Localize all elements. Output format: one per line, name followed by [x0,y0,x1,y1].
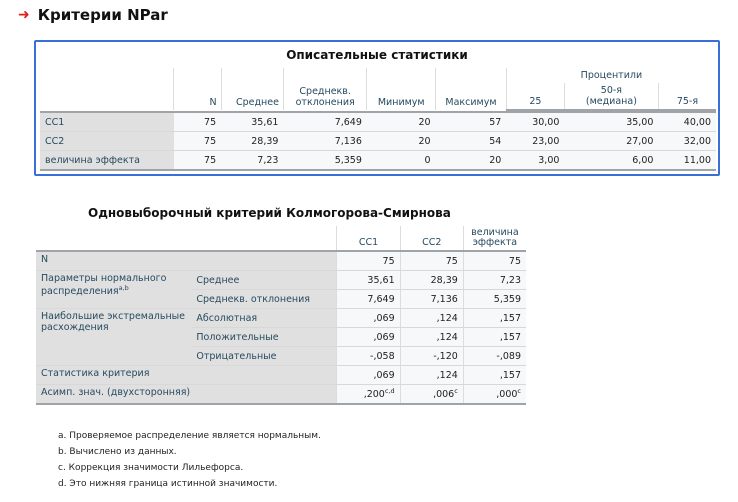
col-effect: величина эффекта [463,226,526,251]
col-min: Минимум [367,68,436,110]
footnote-c: c. Коррекция значимости Лильефорса. [58,463,244,473]
footnote-b: b. Вычислено из данных. [58,447,177,457]
table-row: Статистика критерия ,069 ,124 ,157 [36,366,526,385]
col-stddev: Среднекв. отклонения [283,68,366,110]
ks-test-table [36,226,526,405]
section-title: Критерии NPar [37,6,168,24]
table-row: CC1 75 35,61 7,649 20 57 30,00 35,00 40,00 [40,112,716,132]
col-max: Максимум [436,68,507,110]
col-p25: 25 [506,83,564,110]
table-row: CC2 75 28,39 7,136 20 54 23,00 27,00 32,00 [40,132,716,151]
descriptive-statistics-table-box[interactable] [34,40,720,176]
descriptive-statistics-table [40,68,716,171]
footnote-d: d. Это нижняя граница истинной значимости. [58,479,278,489]
table-row: Асимп. знач. (двухсторонняя) ,200$^{c,d}$ ,006$^c$ ,000$^c$ [36,385,526,405]
col-p75: 75-я [658,83,716,110]
col-cc1: CC1 [337,226,400,251]
red-arrow-icon: ➜ [18,7,30,23]
footnote-a: a. Проверяемое распределение является нормальным. [58,431,321,441]
col-percentiles: Процентили [506,68,716,83]
table-row: Наибольшие экстремальные расхождения Абсолютная ,069 ,124 ,157 [36,309,526,328]
normal-params-label: Параметры нормального распределения$^{a,b}$ [36,271,191,309]
ks-test-title: Одновыборочный критерий Колмогорова-Смирнова [88,206,451,220]
col-p50: 50-я (медиана) [564,83,658,110]
table-row: Среднекв. отклонения 7,649 7,136 5,359 [36,290,526,309]
col-n: N [174,68,222,110]
footnotes [58,428,321,492]
col-cc2: CC2 [400,226,463,251]
descriptive-statistics-title: Описательные статистики [286,48,468,62]
table-row: Параметры нормального распределения$^{a,b}$ Среднее 35,61 28,39 7,23 [36,271,526,290]
table-row: величина эффекта 75 7,23 5,359 0 20 3,00 6,00 11,00 [40,151,716,171]
table-row: Отрицательные -,058 -,120 -,089 [36,347,526,366]
table-row: Положительные ,069 ,124 ,157 [36,328,526,347]
col-mean: Среднее [221,68,283,110]
table-row: N 75 75 75 [36,251,526,271]
section-heading [18,6,168,24]
